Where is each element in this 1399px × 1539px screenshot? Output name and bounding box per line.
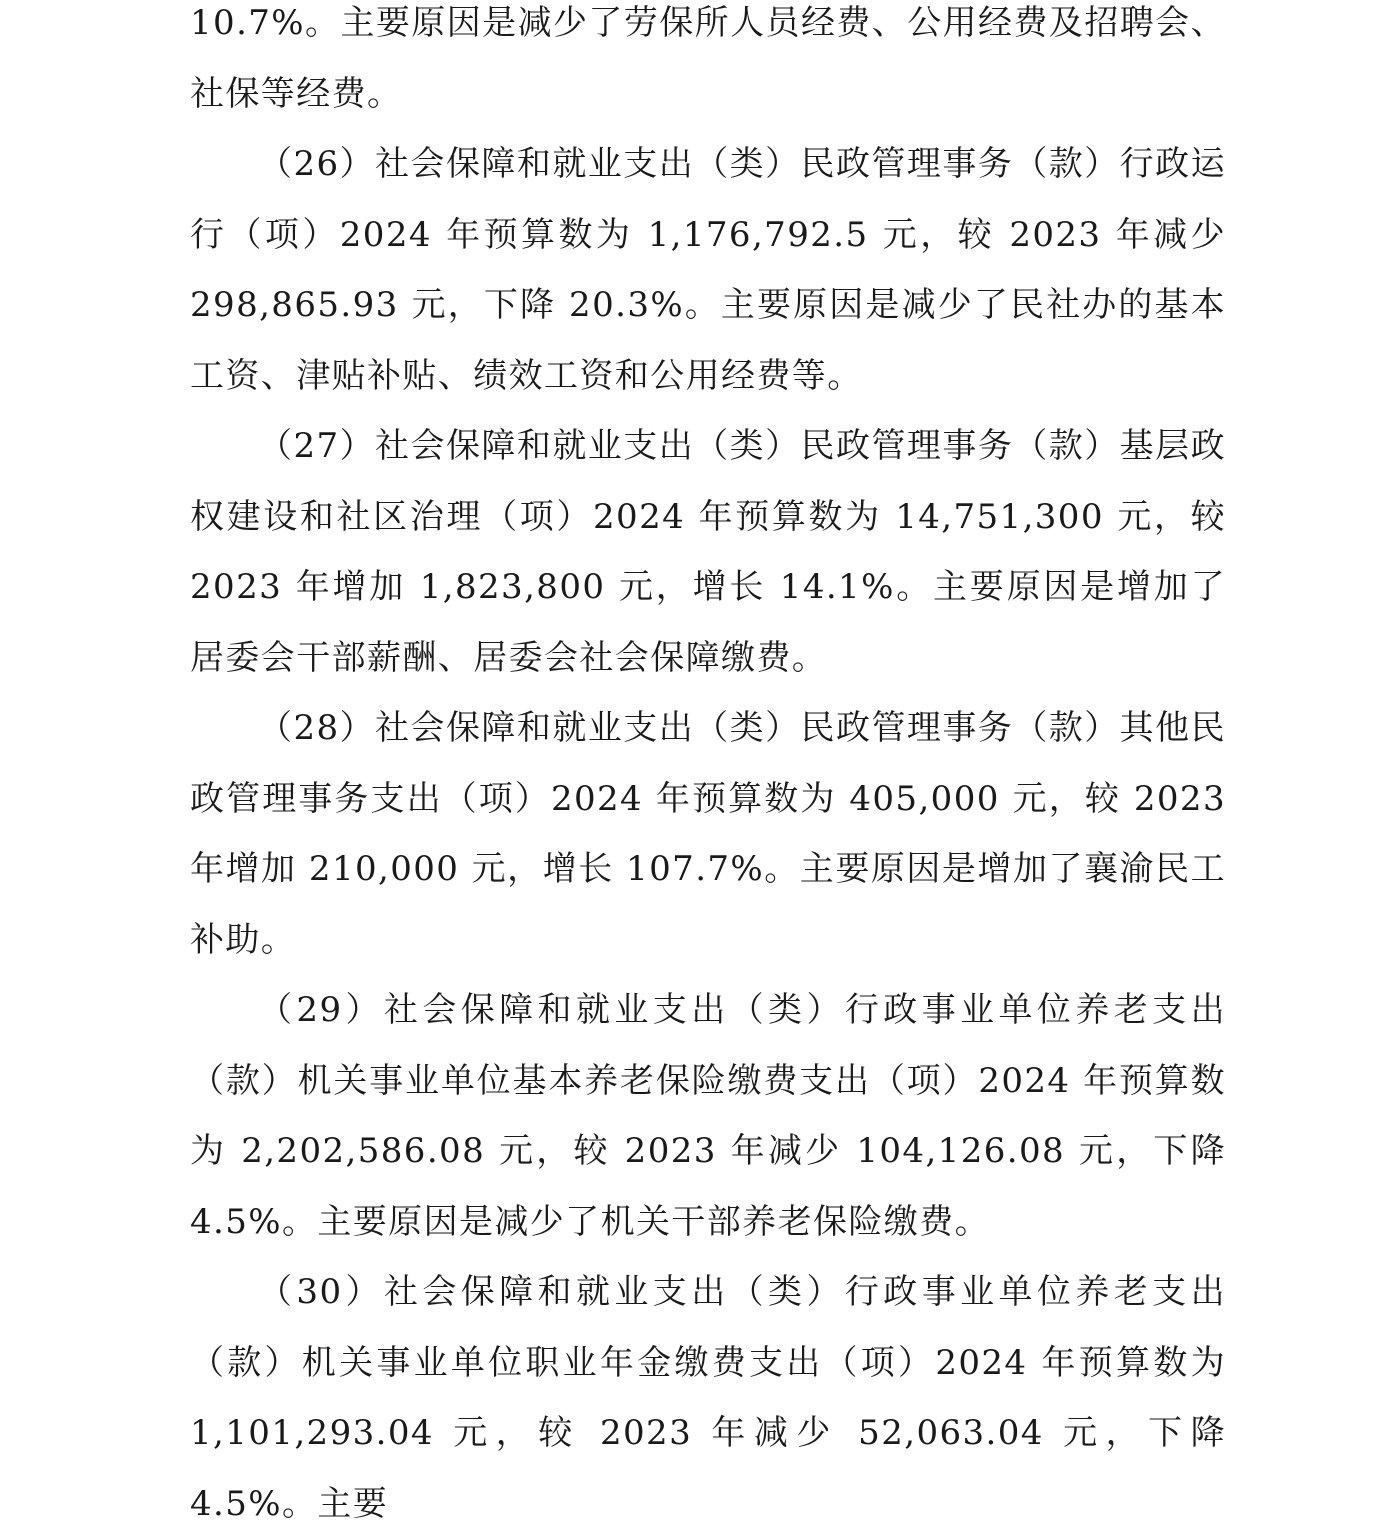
paragraph-25-continuation: 10.7%。主要原因是减少了劳保所人员经费、公用经费及招聘会、社保等经费。 [190,3,1226,114]
paragraph-30: （30）社会保障和就业支出（类）行政事业单位养老支出（款）机关事业单位职业年金缴费支出（项）2024 年预算数为 1,101,293.04 元，较 2023 年减少 52,063.04 元，下降 4.5%。主要 [190,1272,1226,1524]
document-page [190,0,1226,1539]
paragraph-26: （26）社会保障和就业支出（类）民政管理事务（款）行政运行（项）2024 年预算数为 1,176,792.5 元，较 2023 年减少 298,865.93 元，下降 20.3%。主要原因是减少了民社办的基本工资、津贴补贴、绩效工资和公用经费等。 [190,144,1226,396]
paragraph-27: （27）社会保障和就业支出（类）民政管理事务（款）基层政权建设和社区治理（项）2024 年预算数为 14,751,300 元，较 2023 年增加 1,823,800 元，增长 14.1%。主要原因是增加了居委会干部薪酬、居委会社会保障缴费。 [190,426,1226,678]
paragraph-29: （29）社会保障和就业支出（类）行政事业单位养老支出（款）机关事业单位基本养老保险缴费支出（项）2024 年预算数为 2,202,586.08 元，较 2023 年减少 104,126.08 元，下降 4.5%。主要原因是减少了机关干部养老保险缴费。 [190,990,1226,1242]
paragraph-28: （28）社会保障和就业支出（类）民政管理事务（款）其他民政管理事务支出（项）2024 年预算数为 405,000 元，较 2023 年增加 210,000 元，增长 107.7%。主要原因是增加了襄渝民工补助。 [190,708,1226,960]
